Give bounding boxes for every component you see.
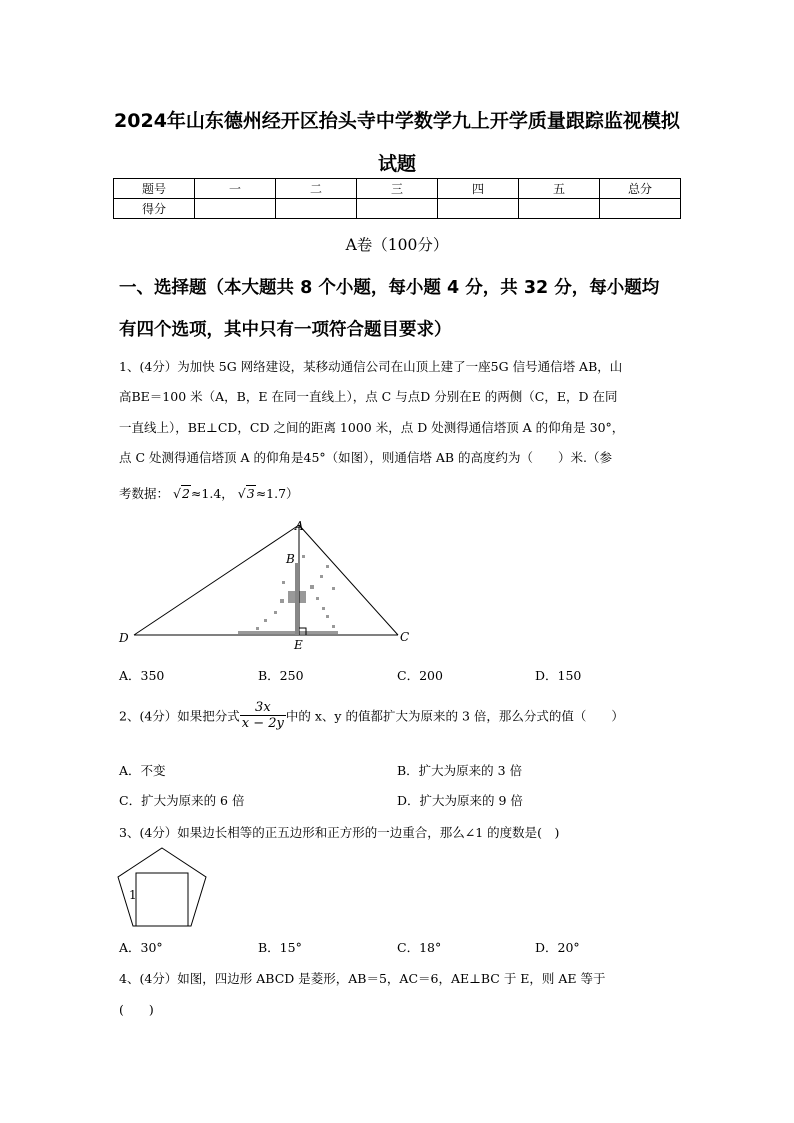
q1-reference-data — [119, 484, 299, 502]
score-cell — [600, 199, 681, 219]
score-table — [113, 178, 681, 219]
sqrt-2: √2 — [173, 486, 190, 501]
score-header-cell: 五 — [519, 179, 600, 199]
page-title-line2: 试题 — [377, 153, 416, 175]
q1-text-line2: 高BE＝100 米（A，B，E 在同一直线上），点 C 与点D 分别在E 的两侧（C，E，D 在同 — [119, 389, 618, 404]
mountain-sketch — [238, 555, 338, 634]
score-header-cell: 总分 — [600, 179, 681, 199]
score-cell — [195, 199, 276, 219]
mountain-body — [295, 563, 299, 635]
q4-text-line2: ( ) — [119, 1002, 154, 1017]
q1-option-b: B．250 — [258, 668, 304, 683]
q2-suffix: 中的 x、y 的值都扩大为原来的 3 倍，那么分式的值（ ） — [285, 708, 624, 724]
line-da — [134, 525, 299, 635]
q2-text — [119, 700, 624, 731]
q2-option-a: A．不变 — [119, 763, 166, 778]
q2-option-d: D．扩大为原来的 9 倍 — [397, 793, 523, 808]
label-e: E — [294, 638, 303, 652]
section1-heading-line2: 有四个选项，其中只有一项符合题目要求） — [119, 320, 452, 340]
q1-option-a: A．350 — [119, 668, 165, 683]
q3-option-b: B．15° — [258, 940, 302, 955]
q1-reference-prefix: 考数据： — [119, 486, 170, 501]
q1-option-d: D．150 — [535, 668, 582, 683]
sqrt2-approx: ≈1.4， — [190, 486, 234, 501]
fraction-denominator: x − 2y — [241, 716, 284, 731]
score-header-cell: 四 — [438, 179, 519, 199]
score-cell — [276, 199, 357, 219]
q1-text-line3: 一直线上），BE⊥CD，CD 之间的距离 1000 米，点 D 处测得通信塔顶 A 的仰角是 30°， — [119, 420, 625, 435]
q4-text-line1: 4、(4分）如图，四边形 ABCD 是菱形，AB＝5，AC＝6，AE⊥BC 于 E，则 AE 等于 — [119, 971, 606, 986]
label-d: D — [119, 631, 129, 645]
label-b: B — [286, 552, 295, 566]
q1-text-line1: 1、(4分）为加快 5G 网络建设，某移动通信公司在山顶上建了一座5G 信号通信塔 AB，山 — [119, 359, 623, 374]
score-table-header-row — [114, 179, 681, 199]
pentagon-shape — [118, 848, 206, 926]
score-cell — [438, 199, 519, 219]
q3-option-d: D．20° — [535, 940, 580, 955]
q2-option-b: B．扩大为原来的 3 倍 — [397, 763, 523, 778]
label-c: C — [400, 630, 410, 644]
q3-option-c: C．18° — [397, 940, 442, 955]
score-row-label: 得分 — [114, 199, 195, 219]
q2-fraction — [240, 700, 286, 731]
q2-option-c: C．扩大为原来的 6 倍 — [119, 793, 245, 808]
score-cell — [519, 199, 600, 219]
score-header-cell: 三 — [357, 179, 438, 199]
score-header-cell: 一 — [195, 179, 276, 199]
square-shape — [136, 873, 188, 926]
q2-prefix: 2、(4分）如果把分式 — [119, 708, 240, 724]
line-ac — [299, 525, 398, 635]
q3-option-a: A．30° — [119, 940, 163, 955]
score-header-cell: 题号 — [114, 179, 195, 199]
q1-text-line4: 点 C 处测得通信塔顶 A 的仰角是45°（如图），则通信塔 AB 的高度约为（ ）米.（参 — [119, 450, 613, 465]
label-a: A — [295, 519, 304, 533]
q3-pentagon-square-figure — [112, 845, 212, 931]
score-table-score-row — [114, 199, 681, 219]
q1-option-c: C．200 — [397, 668, 443, 683]
section1-heading-line1: 一、选择题（本大题共 8 个小题，每小题 4 分，共 32 分，每小题均 — [119, 278, 660, 298]
q3-text: 3、(4分）如果边长相等的正五边形和正方形的一边重合，那么∠1 的度数是( ) — [119, 825, 560, 840]
score-cell — [357, 199, 438, 219]
q1-tower-figure — [110, 515, 420, 655]
paper-a-heading: A卷（100分） — [345, 236, 449, 254]
sqrt-3: √3 — [237, 486, 255, 501]
score-header-cell: 二 — [276, 179, 357, 199]
page-title-line1: 2024年山东德州经开区抬头寺中学数学九上开学质量跟踪监视模拟 — [114, 110, 680, 132]
sqrt3-approx: ≈1.7） — [255, 486, 299, 501]
fraction-numerator: 3x — [240, 700, 286, 716]
angle-1-label: 1 — [129, 888, 137, 902]
